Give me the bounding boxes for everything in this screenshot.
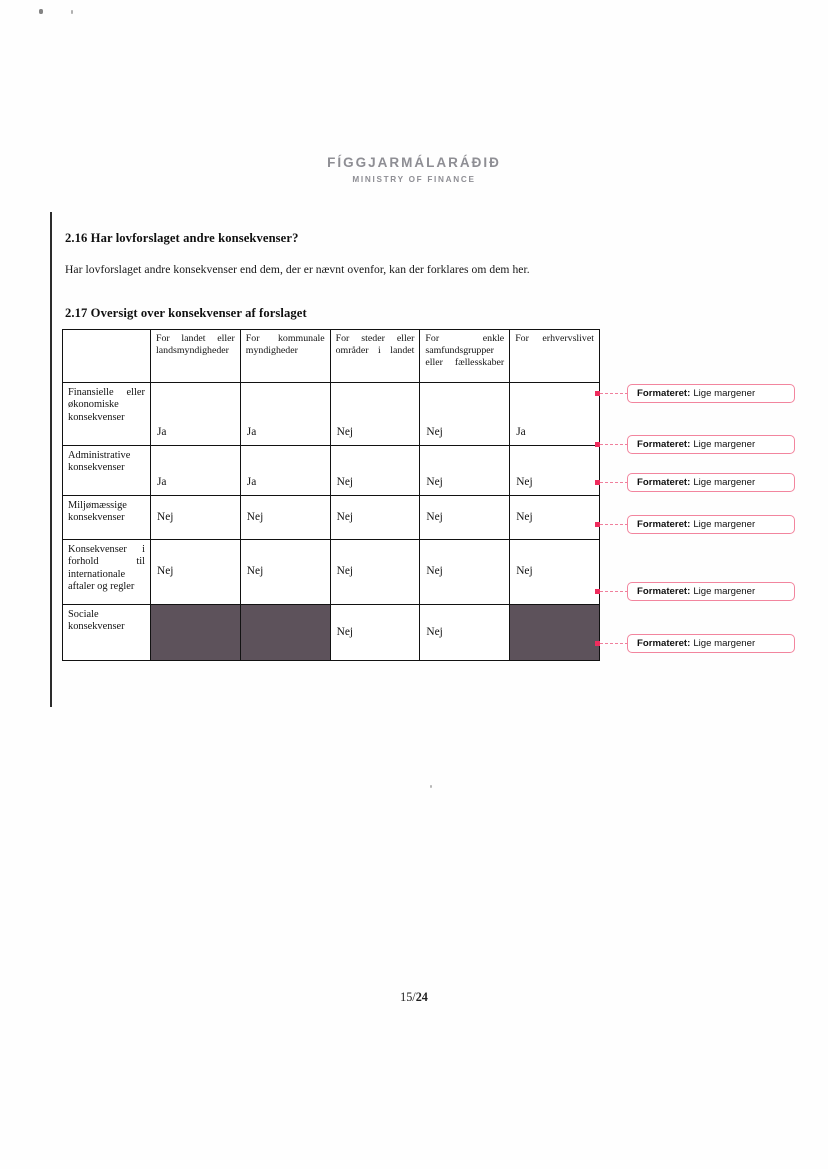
cell-value: Ja bbox=[151, 446, 241, 496]
cell-value: Nej bbox=[330, 496, 420, 540]
annotation-value: Lige margener bbox=[693, 439, 756, 450]
annotation-value: Lige margener bbox=[693, 519, 756, 530]
format-annotation-balloon[interactable] bbox=[627, 384, 795, 403]
cell-value: Nej bbox=[330, 540, 420, 605]
annotation-label: Formateret: bbox=[637, 638, 691, 649]
logo-primary-text: FÍGGJARMÁLARÁÐIÐ bbox=[327, 155, 501, 170]
table-corner-cell bbox=[63, 330, 151, 383]
annotation-leader-line bbox=[600, 482, 628, 484]
cell-value: Nej bbox=[240, 540, 330, 605]
column-header-samfundsgrupper: For enkle samfundsgrupper eller fællesskaber bbox=[420, 330, 510, 383]
cell-value: Nej bbox=[420, 496, 510, 540]
annotation-label: Formateret: bbox=[637, 439, 691, 450]
cell-value: Nej bbox=[330, 605, 420, 661]
annotation-label: Formateret: bbox=[637, 586, 691, 597]
row-label-miljomaessige: Miljømæssige konsekvenser bbox=[63, 496, 151, 540]
cell-value: Nej bbox=[420, 540, 510, 605]
annotation-leader-line bbox=[600, 524, 628, 526]
annotation-value: Lige margener bbox=[693, 388, 756, 399]
table-row bbox=[63, 496, 600, 540]
cell-value: Ja bbox=[151, 383, 241, 446]
table-body bbox=[63, 383, 600, 661]
cell-value: Nej bbox=[151, 540, 241, 605]
cell-value: Nej bbox=[510, 446, 600, 496]
cell-value: Ja bbox=[510, 383, 600, 446]
cell-value: Nej bbox=[420, 383, 510, 446]
table-row bbox=[63, 540, 600, 605]
annotation-leader-line bbox=[600, 393, 628, 395]
cell-value: Ja bbox=[240, 383, 330, 446]
annotation-label: Formateret: bbox=[637, 519, 691, 530]
cell-value: Nej bbox=[330, 446, 420, 496]
cell-value: Nej bbox=[151, 496, 241, 540]
consequences-table bbox=[62, 329, 600, 661]
annotation-leader-line bbox=[600, 591, 628, 593]
cell-value: Nej bbox=[420, 446, 510, 496]
scan-artifact-speck bbox=[430, 785, 432, 788]
annotation-label: Formateret: bbox=[637, 388, 691, 399]
cell-value: Nej bbox=[510, 540, 600, 605]
annotation-leader-line bbox=[600, 643, 628, 645]
cell-value-shaded bbox=[240, 605, 330, 661]
cell-value-shaded bbox=[510, 605, 600, 661]
column-header-landsmyndigheder: For landet eller landsmyndigheder bbox=[151, 330, 241, 383]
cell-value: Nej bbox=[510, 496, 600, 540]
cell-value: Nej bbox=[330, 383, 420, 446]
format-annotation-balloon[interactable] bbox=[627, 634, 795, 653]
table-header-row bbox=[63, 330, 600, 383]
cell-value: Nej bbox=[420, 605, 510, 661]
format-annotation-balloon[interactable] bbox=[627, 473, 795, 492]
table-row bbox=[63, 446, 600, 496]
annotation-value: Lige margener bbox=[693, 586, 756, 597]
scan-artifact-speck bbox=[71, 10, 73, 14]
format-annotation-balloon[interactable] bbox=[627, 515, 795, 534]
row-label-administrative: Administrative konsekvenser bbox=[63, 446, 151, 496]
page-footer bbox=[0, 990, 828, 1005]
annotation-value: Lige margener bbox=[693, 477, 756, 488]
logo-secondary-text: MINISTRY OF FINANCE bbox=[352, 174, 476, 184]
page-current: 15/ bbox=[400, 990, 416, 1004]
section-heading-2-17: 2.17 Oversigt over konsekvenser af forslaget bbox=[65, 306, 307, 320]
section-body-2-16: Har lovforslaget andre konsekvenser end dem, der er nævnt ovenfor, kan der forklares om dem her. bbox=[65, 263, 530, 276]
cell-value: Nej bbox=[240, 496, 330, 540]
row-label-finansielle: Finansielle eller økonomiske konsekvenser bbox=[63, 383, 151, 446]
cell-value-shaded bbox=[151, 605, 241, 661]
page-total: 24 bbox=[415, 990, 428, 1004]
scan-artifact-speck bbox=[39, 9, 43, 14]
format-annotation-balloon[interactable] bbox=[627, 435, 795, 454]
column-header-steder: For steder eller områder i landet bbox=[330, 330, 420, 383]
cell-value: Ja bbox=[240, 446, 330, 496]
column-header-kommunale: For kommunale myndigheder bbox=[240, 330, 330, 383]
format-annotation-balloon[interactable] bbox=[627, 582, 795, 601]
annotation-leader-line bbox=[600, 444, 628, 446]
annotation-label: Formateret: bbox=[637, 477, 691, 488]
revision-change-bar bbox=[50, 212, 52, 707]
column-header-erhvervslivet: For erhvervslivet bbox=[510, 330, 600, 383]
row-label-internationale: Konsekvenser i forhold til internationale aftaler og regler bbox=[63, 540, 151, 605]
annotation-value: Lige margener bbox=[693, 638, 756, 649]
table-row bbox=[63, 605, 600, 661]
table-row bbox=[63, 383, 600, 446]
ministry-logo bbox=[0, 156, 828, 184]
section-heading-2-16: 2.16 Har lovforslaget andre konsekvenser? bbox=[65, 231, 299, 245]
row-label-sociale: Sociale konsekvenser bbox=[63, 605, 151, 661]
